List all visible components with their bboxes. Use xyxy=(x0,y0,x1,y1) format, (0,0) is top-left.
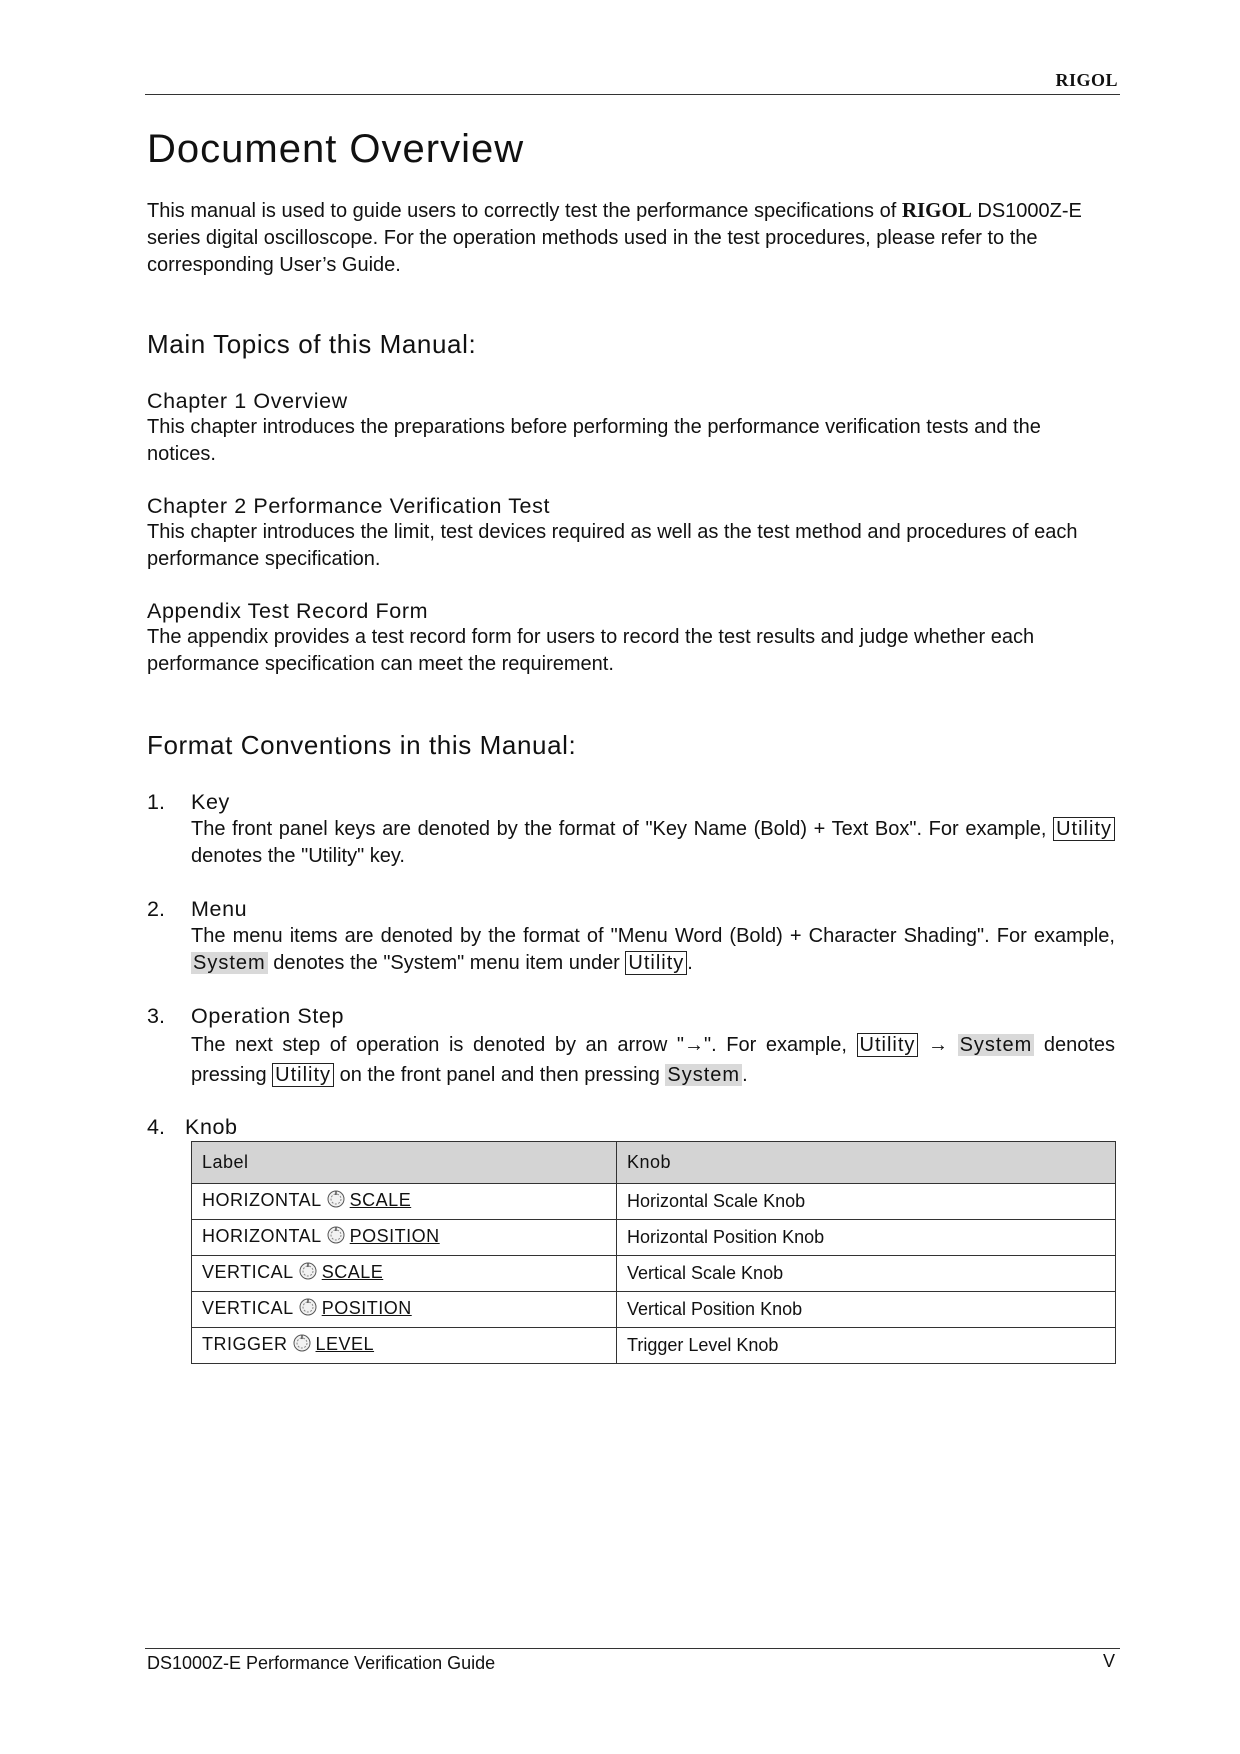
main-topics-heading: Main Topics of this Manual: xyxy=(147,329,477,359)
knob-label-prefix: TRIGGER xyxy=(202,1334,288,1354)
topic-chapter1-text: This chapter introduces the preparations before performing the performance verification tests and the notices. xyxy=(147,416,1041,465)
table-row xyxy=(192,1256,1116,1292)
menu-text-end: . xyxy=(687,952,693,974)
utility-key-example-4: Utility xyxy=(272,1063,334,1087)
header-divider xyxy=(145,94,1120,95)
knob-table-header xyxy=(192,1142,1116,1184)
topic-appendix-text: The appendix provides a test record form for users to record the test results and judge whether each performance specification can meet the requirement. xyxy=(147,626,1035,675)
page-title: Document Overview xyxy=(147,127,525,171)
step-text-2: ". For example, xyxy=(704,1034,857,1056)
knob-label-cell xyxy=(192,1328,617,1364)
table-row xyxy=(192,1292,1116,1328)
utility-key-example-3: Utility xyxy=(857,1033,919,1057)
topic-chapter2-title: Chapter 2 Performance Verification Test xyxy=(147,494,551,518)
knob-icon xyxy=(298,1297,318,1322)
knob-table xyxy=(191,1141,1116,1364)
topic-chapter1-title: Chapter 1 Overview xyxy=(147,389,348,413)
knob-name-cell: Horizontal Position Knob xyxy=(617,1220,1116,1256)
menu-description xyxy=(191,923,1115,977)
topic-appendix-title: Appendix Test Record Form xyxy=(147,599,429,623)
table-row xyxy=(192,1328,1116,1364)
menu-title: Menu xyxy=(191,897,248,921)
header-brand: RIGOL xyxy=(1055,70,1118,90)
knob-label-suffix: POSITION xyxy=(321,1298,412,1318)
key-text-end: denotes the "Utility" key. xyxy=(191,845,405,867)
knob-label-prefix: HORIZONTAL xyxy=(202,1226,322,1246)
menu-text-middle: denotes the "System" menu item under xyxy=(267,952,626,974)
knob-icon xyxy=(326,1225,346,1250)
knob-icon xyxy=(326,1189,346,1214)
menu-text-start: The menu items are denoted by the format of "Menu Word (Bold) + Character Shading". For example, xyxy=(191,925,1115,947)
knob-name-cell: Vertical Position Knob xyxy=(617,1292,1116,1328)
knob-label-prefix: VERTICAL xyxy=(202,1262,294,1282)
footer-page-number: V xyxy=(1102,1651,1115,1671)
intro-text-start: This manual is used to guide users to correctly test the performance specifications of xyxy=(147,200,902,222)
system-menu-example: System xyxy=(193,952,266,974)
knob-icon xyxy=(292,1333,312,1358)
intro-text-end: DS1000Z-E series digital oscilloscope. For the operation methods used in the test procedures, please refer to the corresponding User’s Guide. xyxy=(147,200,1082,276)
intro-paragraph xyxy=(147,197,1115,279)
footer-divider xyxy=(145,1648,1120,1649)
knob-label-cell xyxy=(192,1256,617,1292)
knob-label-suffix: LEVEL xyxy=(315,1334,375,1354)
knob-label-suffix: POSITION xyxy=(349,1226,440,1246)
arrow-icon: → xyxy=(684,1034,705,1056)
arrow-icon-2: → xyxy=(928,1034,949,1056)
knob-label-prefix: HORIZONTAL xyxy=(202,1190,322,1210)
knob-label-suffix: SCALE xyxy=(349,1190,412,1210)
knob-icon xyxy=(298,1261,318,1286)
table-row xyxy=(192,1220,1116,1256)
key-text-start: The front panel keys are denoted by the format of "Key Name (Bold) + Text Box". For example, xyxy=(191,818,1054,840)
key-description xyxy=(191,816,1115,870)
intro-brand: RIGOL xyxy=(901,198,972,222)
header-knob: Knob xyxy=(617,1142,1116,1184)
utility-key-example-2: Utility xyxy=(625,951,687,975)
knob-name-cell: Vertical Scale Knob xyxy=(617,1256,1116,1292)
menu-number: 2. xyxy=(147,897,165,921)
step-text-3: denotes pressing xyxy=(191,1034,1116,1086)
step-text-4: on the front panel and then pressing xyxy=(334,1064,666,1086)
step-title: Operation Step xyxy=(191,1004,345,1028)
knob-title: Knob xyxy=(185,1115,238,1139)
step-number: 3. xyxy=(147,1004,165,1028)
step-text-1: The next step of operation is denoted by an arrow " xyxy=(191,1034,685,1056)
utility-key-example: Utility xyxy=(1053,817,1115,841)
conventions-heading: Format Conventions in this Manual: xyxy=(147,730,577,760)
knob-name-cell: Trigger Level Knob xyxy=(617,1328,1116,1364)
knob-label-prefix: VERTICAL xyxy=(202,1298,294,1318)
key-number: 1. xyxy=(147,790,165,814)
knob-label-cell xyxy=(192,1292,617,1328)
knob-label-suffix: SCALE xyxy=(321,1262,384,1282)
key-title: Key xyxy=(191,790,230,814)
step-description xyxy=(191,1030,1115,1090)
knob-number: 4. xyxy=(147,1115,165,1139)
system-menu-example-2: System xyxy=(959,1034,1033,1056)
knob-name-cell: Horizontal Scale Knob xyxy=(617,1184,1116,1220)
step-text-5: . xyxy=(742,1064,748,1086)
topic-chapter2-text: This chapter introduces the limit, test devices required as well as the test method and procedures of each performance specification. xyxy=(147,521,1078,570)
knob-label-cell xyxy=(192,1220,617,1256)
table-row xyxy=(192,1184,1116,1220)
system-menu-example-3: System xyxy=(667,1064,741,1086)
footer-doc-title: DS1000Z-E Performance Verification Guide xyxy=(147,1653,496,1673)
knob-label-cell xyxy=(192,1184,617,1220)
header-label: Label xyxy=(192,1142,617,1184)
